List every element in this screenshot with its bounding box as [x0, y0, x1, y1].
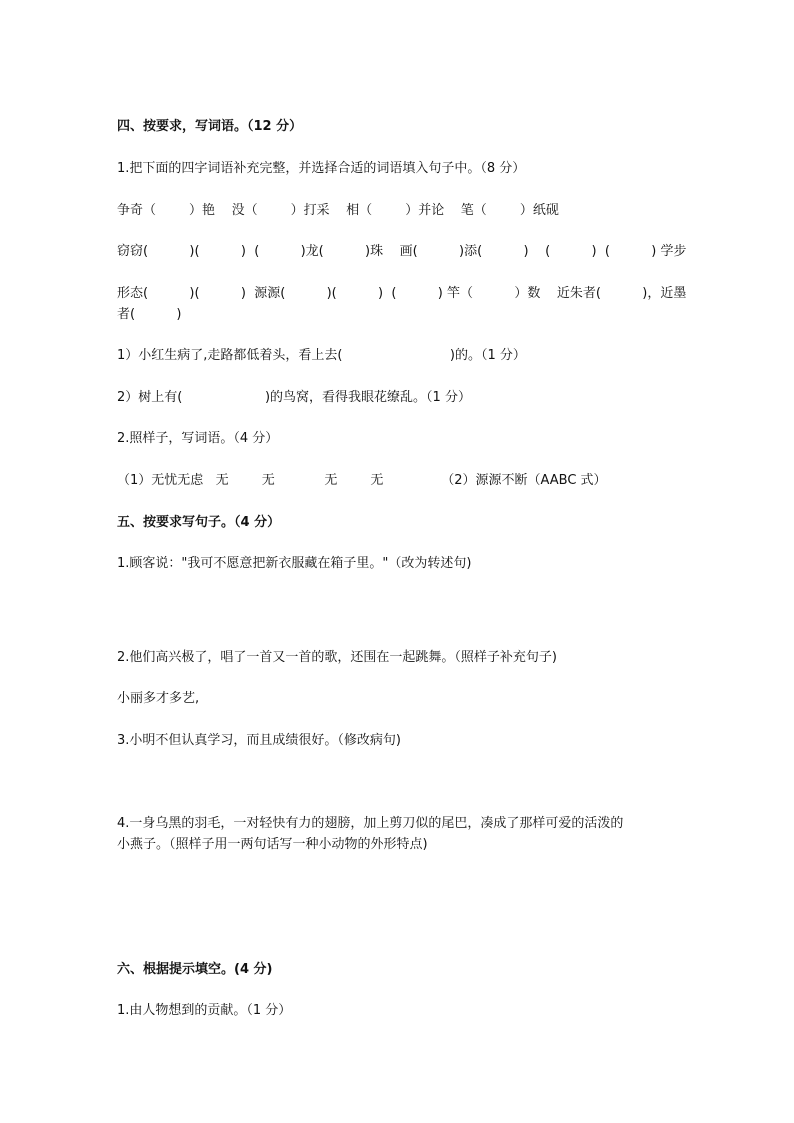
section-5-q2: 2.他们高兴极了，唱了一首又一首的歌，还围在一起跳舞。（照样子补充句子) — [117, 650, 557, 665]
section-5-q3: 3.小明不但认真学习，而且成绩很好。（修改病句) — [117, 733, 401, 748]
section-5-q4-line-1: 4.一身乌黑的羽毛，一对轻快有力的翅膀，加上剪刀似的尾巴，凑成了那样可爱的活泼的 — [117, 816, 624, 831]
section-5-title: 五、按要求写句子。（4 分） — [117, 515, 281, 530]
section-5-q2-answer: 小丽多才多艺, — [117, 691, 200, 706]
word-pattern-row: （1）无忧无虑 无 无 无 无 （2）源源不断（AABC 式） — [117, 473, 607, 488]
section-5-q4-line-2: 小燕子。（照样子用一两句话写一种小动物的外形特点) — [117, 837, 428, 852]
idiom-row-3-continued: 者( ) — [117, 307, 182, 322]
section-4-title: 四、按要求，写词语。（12 分） — [117, 119, 303, 134]
fill-sentence-2: 2）树上有( )的鸟窝，看得我眼花缭乱。（1 分） — [117, 390, 471, 405]
section-4-q1-prompt: 1.把下面的四字词语补充完整，并选择合适的词语填入句子中。（8 分） — [117, 161, 526, 176]
idiom-row-2: 窃窃( )( ) ( )龙( )珠 画( )添( ) ( ) ( ) 学步 — [117, 244, 687, 259]
idiom-row-1: 争奇（ ）艳 没（ ）打采 相（ ）并论 笔（ ）纸砚 — [117, 203, 559, 218]
idiom-row-3: 形态( )( ) 源源( )( ) ( ) 竿（ ）数 近朱者( )，近墨 — [117, 286, 687, 301]
section-4-q2-prompt: 2.照样子，写词语。（4 分） — [117, 431, 279, 446]
fill-sentence-1: 1）小红生病了,走路都低着头，看上去( )的。（1 分） — [117, 348, 526, 363]
section-6-title: 六、根据提示填空。(4 分) — [117, 962, 273, 977]
section-5-q1: 1.顾客说："我可不愿意把新衣服藏在箱子里。"（改为转述句) — [117, 556, 472, 571]
section-6-q1: 1.由人物想到的贡献。（1 分） — [117, 1003, 292, 1018]
